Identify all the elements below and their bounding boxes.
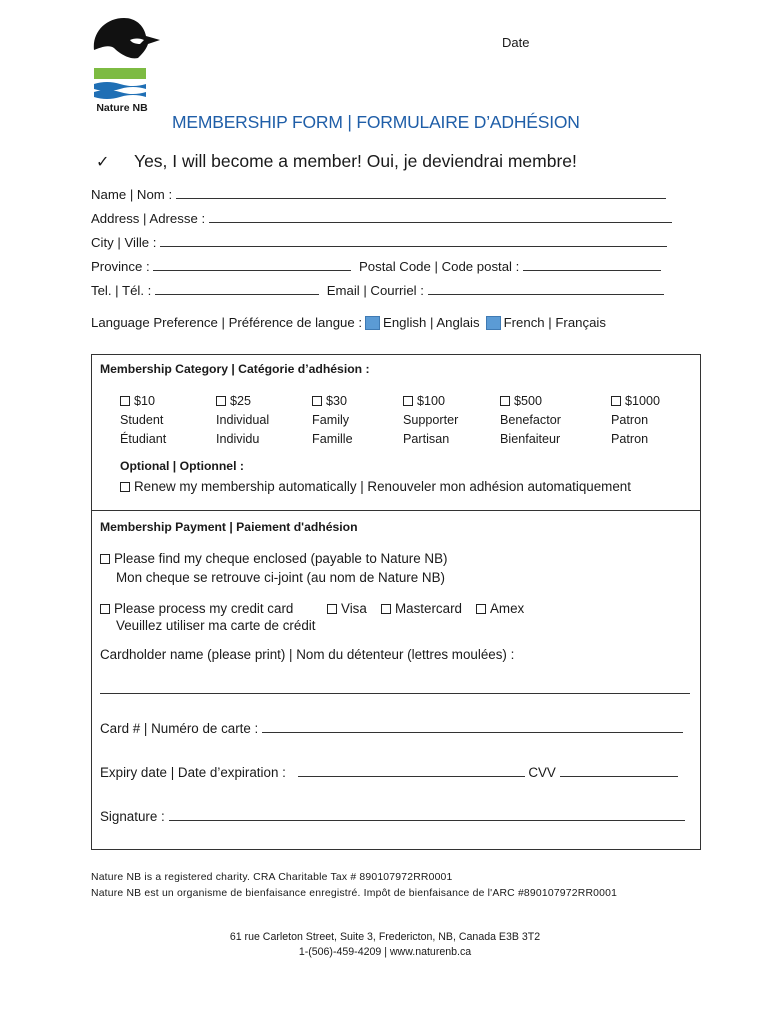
cvv-label: CVV xyxy=(528,765,556,780)
email-blank[interactable] xyxy=(428,283,664,295)
mastercard-option[interactable] xyxy=(381,601,462,616)
category-fr: Individu xyxy=(216,432,260,446)
email-label: Email | Courriel : xyxy=(326,283,424,298)
category-fr: Partisan xyxy=(403,432,450,446)
membership-category-section xyxy=(91,354,701,511)
credit-card-option[interactable] xyxy=(100,601,293,616)
amex-label: Amex xyxy=(490,601,525,616)
date-label: Date xyxy=(502,35,530,50)
checkbox-icon[interactable] xyxy=(100,554,110,564)
amex-option[interactable] xyxy=(476,601,524,616)
category-amount: $25 xyxy=(230,394,252,408)
province-label: Province : xyxy=(91,259,150,274)
category-fr: Étudiant xyxy=(120,432,167,446)
category-fr: Patron xyxy=(611,432,649,446)
card-number-blank[interactable] xyxy=(262,721,683,733)
cardholder-blank[interactable] xyxy=(100,693,690,694)
city-blank[interactable] xyxy=(160,235,667,247)
name-field[interactable] xyxy=(91,187,666,202)
nature-nb-logo xyxy=(90,14,162,118)
checkbox-icon[interactable] xyxy=(312,396,322,406)
category-en: Student xyxy=(120,413,164,427)
signature-label: Signature : xyxy=(100,809,165,824)
optional-title: Optional | Optionnel : xyxy=(120,459,244,473)
expiry-label: Expiry date | Date d’expiration : xyxy=(100,765,286,780)
name-blank[interactable] xyxy=(176,187,666,199)
payment-title: Membership Payment | Paiement d'adhésion xyxy=(100,520,358,534)
category-en: Family xyxy=(312,413,350,427)
language-preference xyxy=(91,315,606,330)
name-label: Name | Nom : xyxy=(91,187,173,202)
footer-address: 61 rue Carleton Street, Suite 3, Fredericton, NB, Canada E3B 3T2 xyxy=(229,931,541,943)
expiry-blank[interactable] xyxy=(298,765,525,777)
address-blank[interactable] xyxy=(209,211,672,223)
card-number-label: Card # | Numéro de carte : xyxy=(100,721,259,736)
checkbox-icon[interactable] xyxy=(120,396,130,406)
tel-label: Tel. | Tél. : xyxy=(91,283,152,298)
checkbox-icon[interactable] xyxy=(120,482,130,492)
checkbox-icon[interactable] xyxy=(100,604,110,614)
checkbox-icon[interactable] xyxy=(216,396,226,406)
mastercard-label: Mastercard xyxy=(395,601,462,616)
category-option-individual[interactable] xyxy=(216,392,269,449)
signature-blank[interactable] xyxy=(169,809,685,821)
cheque-en-label: Please find my cheque enclosed (payable to Nature NB) xyxy=(114,551,448,566)
expiry-cvv-row xyxy=(100,765,678,780)
cheque-fr-label: Mon cheque se retrouve ci-joint (au nom de Nature NB) xyxy=(116,570,445,585)
cvv-blank[interactable] xyxy=(560,765,678,777)
checkbox-icon[interactable] xyxy=(381,604,391,614)
cheque-option[interactable] xyxy=(100,551,447,566)
category-option-family[interactable] xyxy=(312,392,353,449)
category-option-student[interactable] xyxy=(120,392,166,449)
city-label: City | Ville : xyxy=(91,235,157,250)
category-en: Benefactor xyxy=(500,413,561,427)
visa-label: Visa xyxy=(341,601,367,616)
signature-field[interactable] xyxy=(100,809,685,824)
province-blank[interactable] xyxy=(153,259,351,271)
checkmark-icon: ✓ xyxy=(96,152,110,171)
category-amount: $10 xyxy=(134,394,156,408)
cardholder-label: Cardholder name (please print) | Nom du détenteur (lettres moulées) : xyxy=(100,647,515,662)
checkbox-icon[interactable] xyxy=(327,604,337,614)
checkbox-icon[interactable] xyxy=(611,396,621,406)
category-option-supporter[interactable] xyxy=(403,392,458,449)
membership-confirm xyxy=(96,151,577,172)
category-amount: $30 xyxy=(326,394,348,408)
confirm-text: Yes, I will become a member! Oui, je deviendrai membre! xyxy=(134,151,577,171)
footer-contact: 1-(506)-459-4209 | www.naturenb.ca xyxy=(298,946,472,958)
category-amount: $100 xyxy=(417,394,446,408)
card-fr-label: Veuillez utiliser ma carte de crédit xyxy=(116,618,316,633)
category-fr: Bienfaiteur xyxy=(500,432,561,446)
category-option-patron[interactable] xyxy=(611,392,660,449)
province-postal-row xyxy=(91,259,661,274)
category-title: Membership Category | Catégorie d’adhésion : xyxy=(100,362,370,376)
tel-email-row xyxy=(91,283,664,298)
english-checkbox[interactable] xyxy=(365,316,380,330)
city-field[interactable] xyxy=(91,235,667,250)
checkbox-icon[interactable] xyxy=(403,396,413,406)
card-number-field[interactable] xyxy=(100,721,683,736)
checkbox-icon[interactable] xyxy=(476,604,486,614)
renew-option[interactable] xyxy=(120,479,631,494)
tel-blank[interactable] xyxy=(155,283,319,295)
form-title: MEMBERSHIP FORM | FORMULAIRE D’ADHÉSION xyxy=(172,112,580,132)
category-en: Individual xyxy=(216,413,270,427)
logo-text: Nature NB xyxy=(96,102,148,114)
language-label: Language Preference | Préférence de langue : xyxy=(91,315,363,330)
category-option-benefactor[interactable] xyxy=(500,392,561,449)
loon-logo-icon xyxy=(90,14,162,100)
charity-en: Nature NB is a registered charity. CRA Charitable Tax # 890107972RR0001 xyxy=(91,872,453,883)
postal-label: Postal Code | Code postal : xyxy=(358,259,520,274)
address-label: Address | Adresse : xyxy=(91,211,206,226)
card-en-label: Please process my credit card xyxy=(114,601,294,616)
french-checkbox[interactable] xyxy=(486,316,501,330)
address-field[interactable] xyxy=(91,211,672,226)
english-label: English | Anglais xyxy=(383,315,480,330)
category-fr: Famille xyxy=(312,432,353,446)
category-en: Patron xyxy=(611,413,649,427)
visa-option[interactable] xyxy=(327,601,367,616)
french-label: French | Français xyxy=(503,315,606,330)
renew-label: Renew my membership automatically | Renouveler mon adhésion automatiquement xyxy=(134,479,631,494)
category-amount: $500 xyxy=(514,394,543,408)
category-en: Supporter xyxy=(403,413,459,427)
checkbox-icon[interactable] xyxy=(500,396,510,406)
charity-fr: Nature NB est un organisme de bienfaisance enregistré. Impôt de bienfaisance de l'ARC #890107972RR0001 xyxy=(91,888,618,899)
category-amount: $1000 xyxy=(625,394,661,408)
postal-blank[interactable] xyxy=(523,259,661,271)
membership-payment-section xyxy=(91,510,701,850)
